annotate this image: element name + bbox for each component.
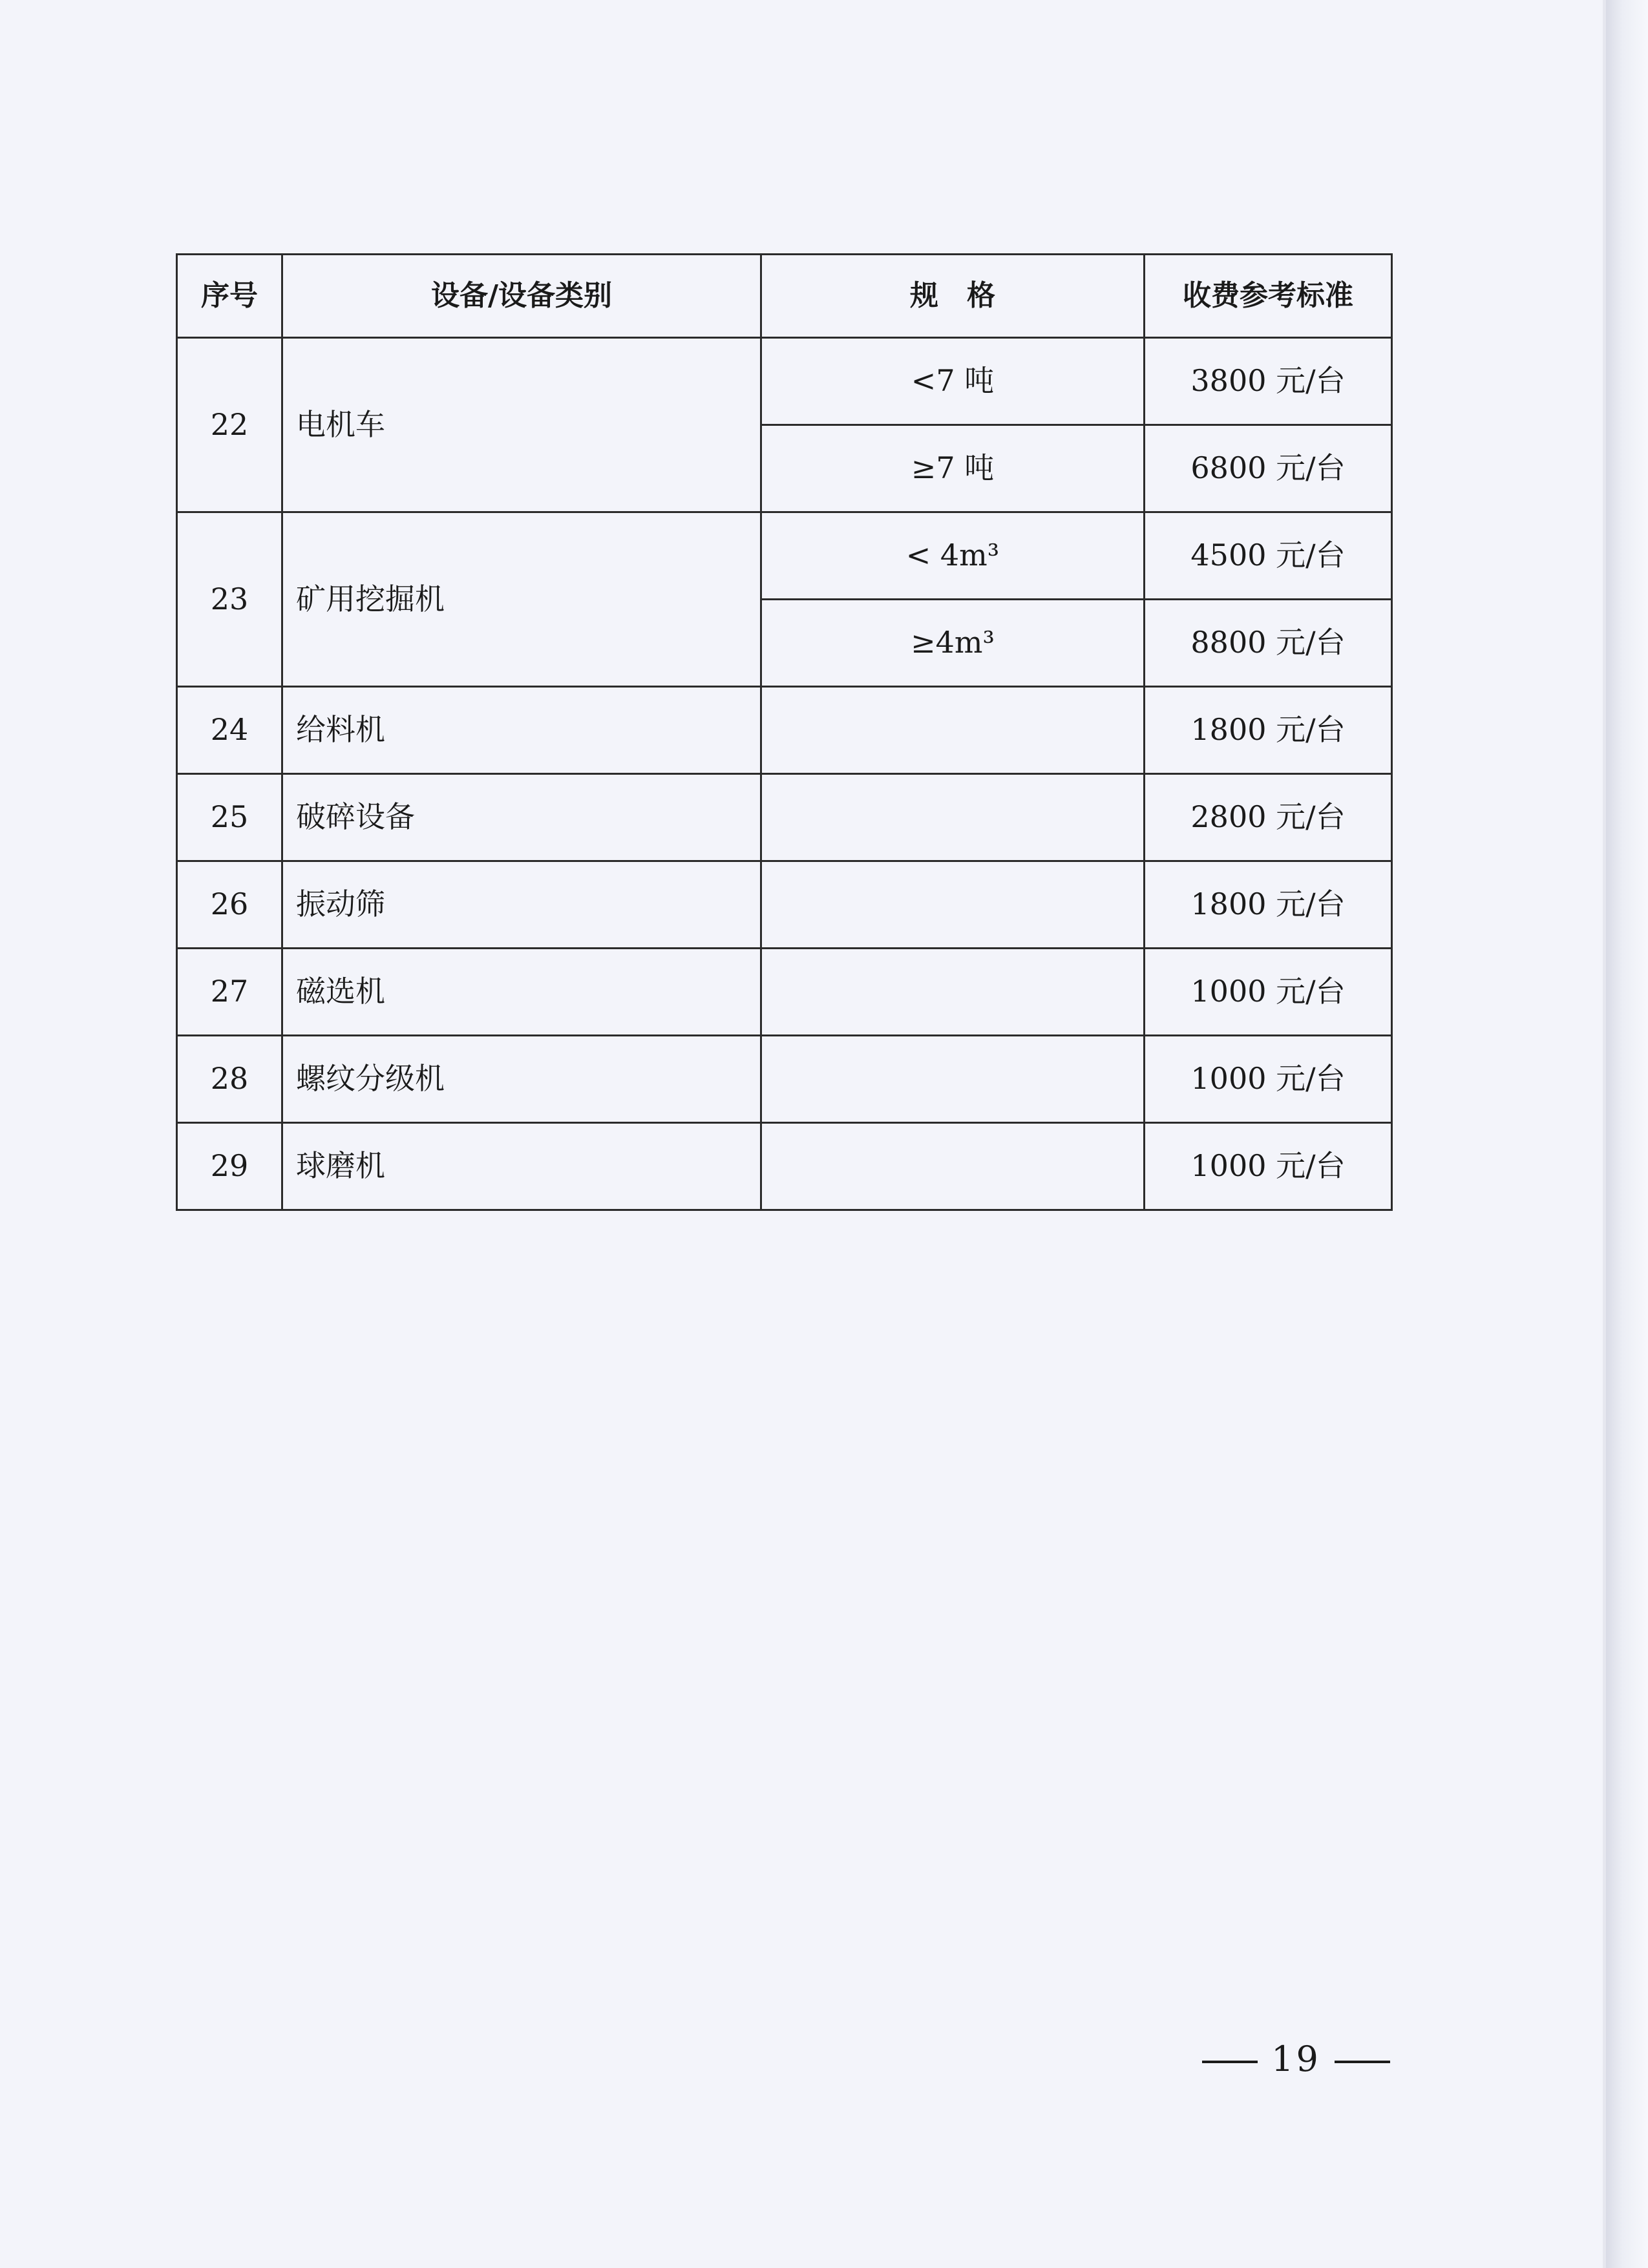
row-equipment-name: 破碎设备 — [282, 774, 761, 861]
row-fee: 1800 元/台 — [1145, 861, 1392, 949]
row-equipment-name: 振动筛 — [282, 861, 761, 949]
page-edge — [1606, 0, 1648, 2268]
row-fee: 4500 元/台 — [1145, 512, 1392, 600]
row-no: 28 — [177, 1036, 282, 1123]
row-no: 26 — [177, 861, 282, 949]
row-spec — [761, 687, 1145, 774]
header-equipment-category: 设备/设备类别 — [282, 255, 761, 338]
fee-standard-table — [176, 253, 1393, 1211]
row-spec: <7 吨 — [761, 338, 1145, 425]
row-equipment-name: 磁选机 — [282, 949, 761, 1036]
header-no: 序号 — [177, 255, 282, 338]
table-row — [177, 687, 1392, 774]
row-spec: < 4m³ — [761, 512, 1145, 600]
row-fee: 3800 元/台 — [1145, 338, 1392, 425]
table-row — [177, 338, 1392, 425]
dash-left — [1202, 2061, 1258, 2063]
row-spec — [761, 861, 1145, 949]
table-row — [177, 512, 1392, 600]
row-no: 27 — [177, 949, 282, 1036]
dash-right — [1335, 2061, 1390, 2063]
row-spec: ≥7 吨 — [761, 425, 1145, 512]
row-spec — [761, 949, 1145, 1036]
row-fee: 6800 元/台 — [1145, 425, 1392, 512]
table-header-row — [177, 255, 1392, 338]
row-fee: 2800 元/台 — [1145, 774, 1392, 861]
row-spec: ≥4m³ — [761, 600, 1145, 687]
row-fee: 1000 元/台 — [1145, 949, 1392, 1036]
row-no: 25 — [177, 774, 282, 861]
row-spec — [761, 1123, 1145, 1210]
table-row — [177, 1036, 1392, 1123]
row-fee: 1000 元/台 — [1145, 1036, 1392, 1123]
table-row — [177, 949, 1392, 1036]
row-equipment-name: 给料机 — [282, 687, 761, 774]
page-number-value: 19 — [1271, 2039, 1321, 2079]
row-no: 23 — [177, 512, 282, 687]
header-specification: 规 格 — [761, 255, 1145, 338]
table-row — [177, 774, 1392, 861]
row-equipment-name: 矿用挖掘机 — [282, 512, 761, 687]
row-no: 29 — [177, 1123, 282, 1210]
row-fee: 1000 元/台 — [1145, 1123, 1392, 1210]
page-number — [1202, 2039, 1390, 2079]
row-no: 22 — [177, 338, 282, 512]
row-equipment-name: 电机车 — [282, 338, 761, 512]
row-fee: 1800 元/台 — [1145, 687, 1392, 774]
row-equipment-name: 螺纹分级机 — [282, 1036, 761, 1123]
row-fee: 8800 元/台 — [1145, 600, 1392, 687]
row-no: 24 — [177, 687, 282, 774]
table-row — [177, 861, 1392, 949]
row-spec — [761, 774, 1145, 861]
table-row — [177, 1123, 1392, 1210]
row-equipment-name: 球磨机 — [282, 1123, 761, 1210]
row-spec — [761, 1036, 1145, 1123]
header-fee-standard: 收费参考标准 — [1145, 255, 1392, 338]
